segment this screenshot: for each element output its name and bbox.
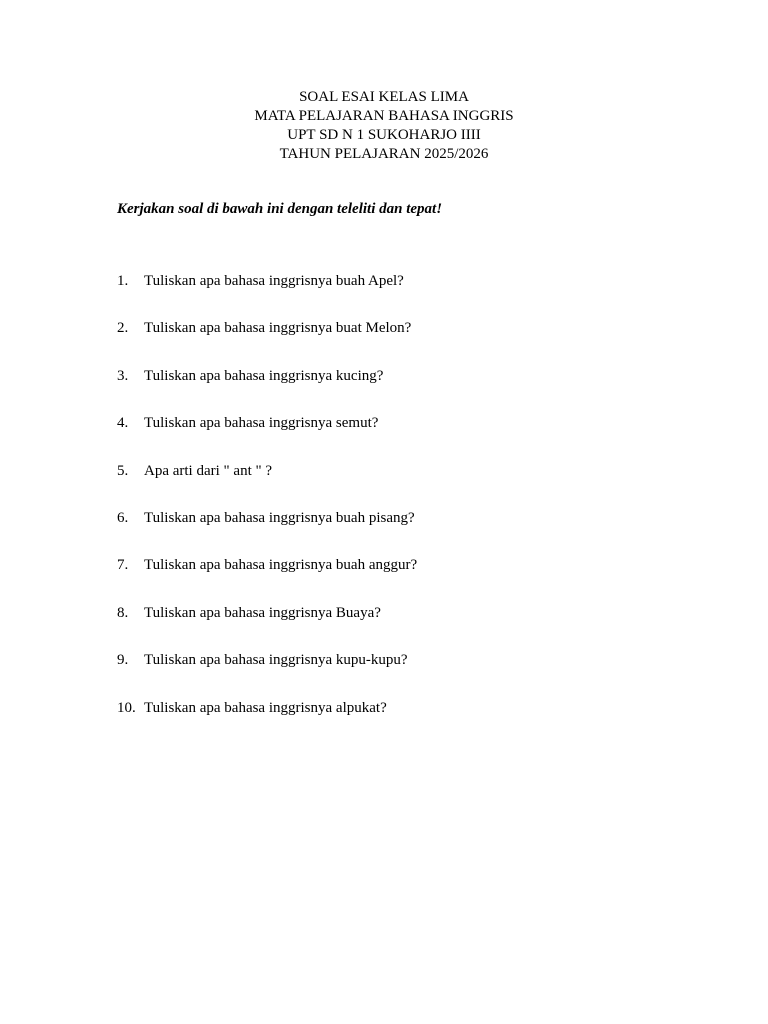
- question-item-2: [117, 319, 417, 366]
- question-item-9: [117, 651, 417, 698]
- question-number: 1.: [117, 273, 129, 289]
- question-text: Tuliskan apa bahasa inggrisnya kupu-kupu?: [144, 652, 408, 669]
- question-item-6: [117, 509, 417, 556]
- question-text: Tuliskan apa bahasa inggrisnya kucing?: [144, 367, 384, 384]
- document-header: [0, 88, 768, 164]
- question-number: 10.: [117, 699, 136, 716]
- question-item-3: [117, 367, 417, 414]
- question-number: 6.: [117, 509, 129, 526]
- question-number: 2.: [117, 320, 129, 337]
- question-number: 4.: [117, 415, 129, 432]
- question-number: 8.: [117, 604, 129, 621]
- question-item-8: [117, 604, 417, 651]
- question-number: 9.: [117, 652, 129, 669]
- question-list: [117, 272, 417, 746]
- question-number: 3.: [117, 367, 129, 384]
- question-text: Tuliskan apa bahasa inggrisnya buah anggur?: [144, 557, 418, 574]
- question-item-1: [117, 272, 417, 319]
- question-text: Tuliskan apa bahasa inggrisnya semut?: [144, 415, 379, 432]
- question-number: 5.: [117, 462, 129, 479]
- question-text: Apa arti dari " ant " ?: [144, 462, 273, 479]
- question-text: Tuliskan apa bahasa inggrisnya alpukat?: [144, 699, 387, 716]
- header-title: SOAL ESAI KELAS LIMA: [299, 89, 469, 105]
- instruction-text: Kerjakan soal di bawah ini dengan teleliti dan tepat!: [117, 201, 443, 217]
- question-text: Tuliskan apa bahasa inggrisnya buah pisang?: [144, 509, 415, 526]
- question-item-5: [117, 462, 417, 509]
- header-year: TAHUN PELAJARAN 2025/2026: [279, 146, 489, 162]
- question-item-7: [117, 556, 417, 603]
- header-subject: MATA PELAJARAN BAHASA INGGRIS: [254, 108, 514, 124]
- question-number: 7.: [117, 557, 129, 574]
- question-item-10: [117, 699, 417, 746]
- question-item-4: [117, 414, 417, 461]
- question-text: Tuliskan apa bahasa inggrisnya buah Apel?: [144, 273, 404, 289]
- question-text: Tuliskan apa bahasa inggrisnya Buaya?: [144, 604, 381, 621]
- header-school: UPT SD N 1 SUKOHARJO IIII: [287, 127, 481, 143]
- question-text: Tuliskan apa bahasa inggrisnya buat Melon?: [144, 320, 412, 337]
